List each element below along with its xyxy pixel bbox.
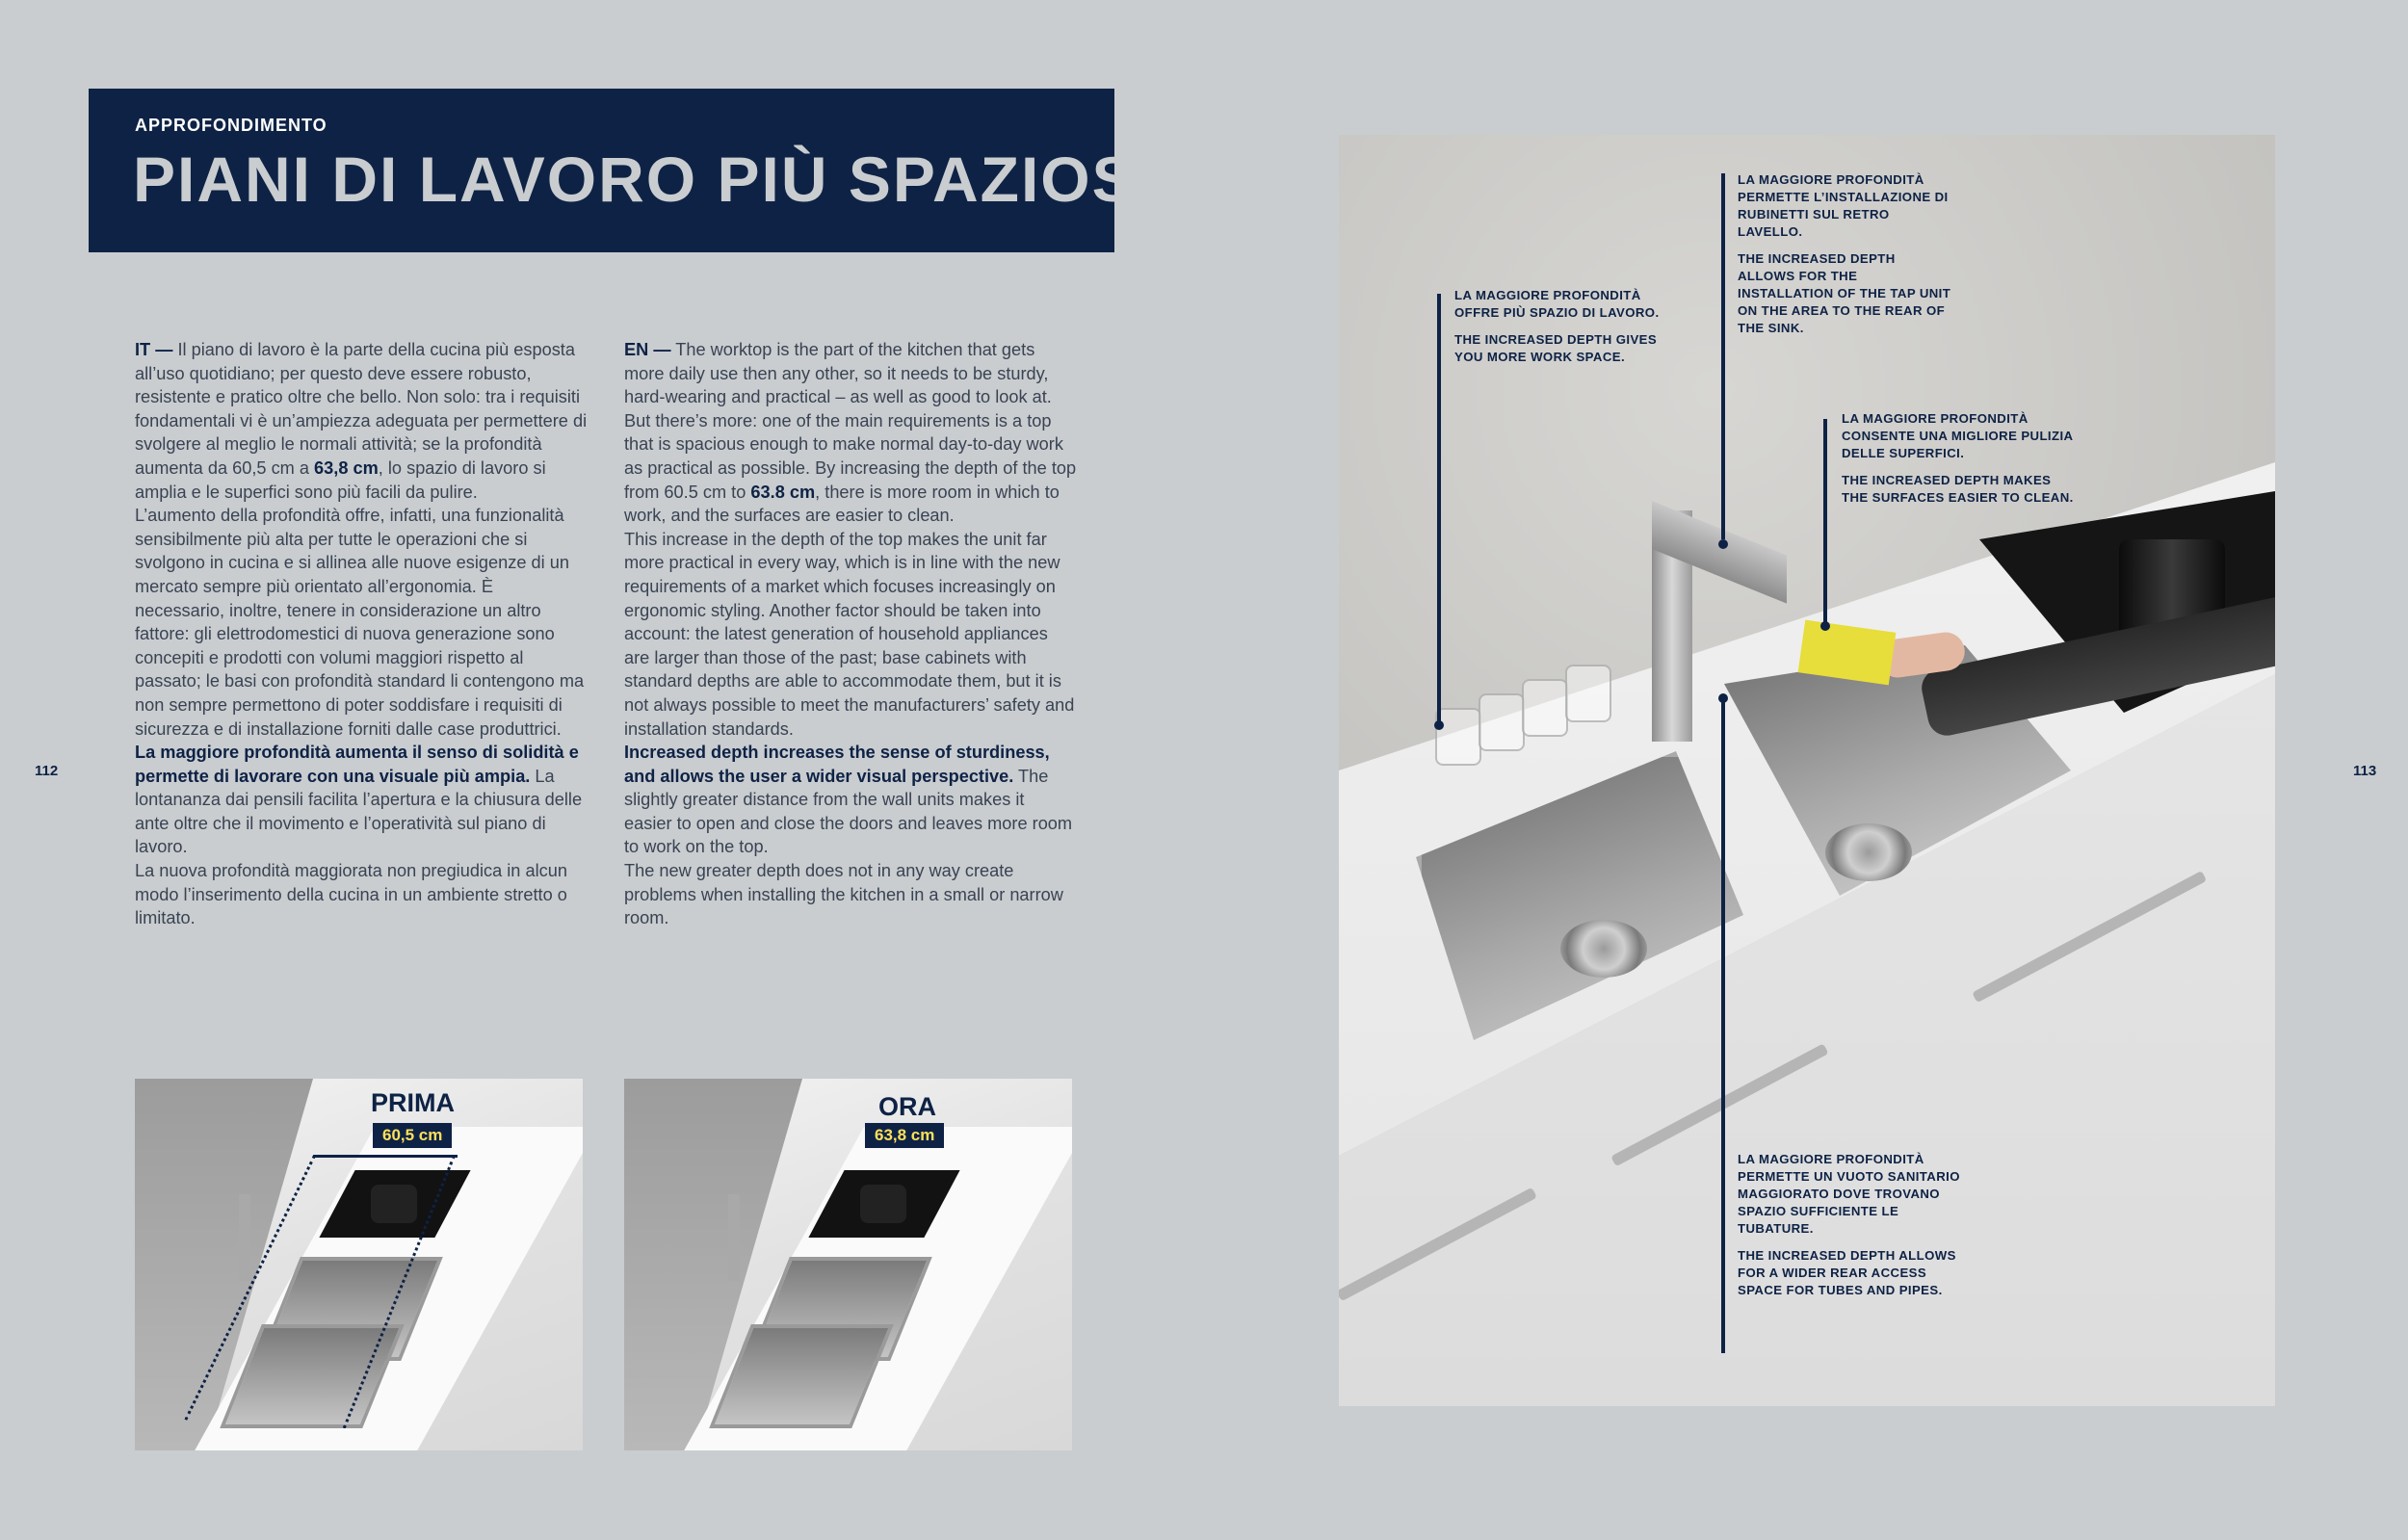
glass: [1522, 679, 1568, 737]
callout-line-tap: [1721, 173, 1725, 539]
before-label: PRIMA: [371, 1088, 455, 1117]
en-paragraph-4: The new greater depth does not in any way create problems when installing the kitchen in a small or narrow room.: [624, 861, 1063, 928]
it-language-tag: IT —: [135, 340, 173, 359]
annotation-cleaning: [1842, 410, 2078, 516]
before-dimension-line: [313, 1155, 458, 1158]
glass: [1565, 665, 1611, 722]
kitchen-photo: [1339, 135, 2275, 1406]
callout-dot: [1434, 720, 1444, 730]
en-paragraph-1: [624, 338, 1077, 528]
callout-line-rear-space: [1721, 698, 1725, 1353]
en-p1-text: The worktop is the part of the kitchen that gets more daily use then any other, so it needs to be sturdy, hard-wearing and practical – as well as good to look at. But there’s more: one of the main requirements is a top that is spacious enough to make normal day-to-day work as practical as possible. By increasing the depth of the top from 60.5 cm to: [624, 340, 1077, 502]
it-p3-text: La lontananza dai pensili facilita l’apertura e la chiusura delle ante oltre che il movimento e l’operatività sul piano di lavoro.: [135, 766, 583, 857]
annotation-rear-space: [1738, 1151, 1969, 1309]
page-title: PIANI DI LAVORO PIÙ SPAZIOSI: [133, 144, 1156, 215]
en-p3-text: The slightly greater distance from the wall units makes it easier to open and close the doors and leaves more room to work on the top.: [624, 766, 1073, 857]
thumb-faucet: [728, 1194, 740, 1281]
annotation-tap-unit: [1738, 171, 1954, 347]
callout-dot: [1718, 539, 1728, 549]
section-eyebrow: APPROFONDIMENTO: [135, 116, 327, 135]
thumb-pot: [860, 1185, 906, 1223]
page-number-left: 112: [35, 763, 59, 779]
it-p1-end: , lo spazio di lavoro si amplia e le superfici sono più facili da pulire.: [135, 457, 546, 502]
annotation-work-space-it: LA MAGGIORE PROFONDITÀ OFFRE PIÙ SPAZIO DI LAVORO.: [1454, 288, 1660, 320]
it-paragraph-2: L’aumento della profondità offre, infatti, una funzionalità sensibilmente più alta per tutte le operazioni che si svolgono in cucina e si allinea alle nuove esigenze di un mercato sempre più orientato all’ergonomia. È necessario, inoltre, tenere in considerazione un altro fattore: gli elettrodomestici di nuova generazione sono concepiti e prodotti con volumi maggiori rispetto al passato; le basi con profondità standard li contengono ma non sempre permettono di poter soddisfare i requisiti di sicurezza e di installazione forniti dalle case produttrici.: [135, 506, 585, 739]
header-banner: [89, 89, 1156, 252]
callout-dot: [1718, 693, 1728, 703]
it-depth-value: 63,8 cm: [314, 457, 379, 478]
after-thumbnail: [624, 1079, 1072, 1450]
callout-dot: [1820, 621, 1830, 631]
before-thumbnail: [135, 1079, 583, 1450]
annotation-rear-space-en: THE INCREASED DEPTH ALLOWS FOR A WIDER REAR ACCESS SPACE FOR TUBES AND PIPES.: [1738, 1248, 1956, 1297]
glass: [1435, 708, 1481, 766]
it-paragraph-4: La nuova profondità maggiorata non pregiudica in alcun modo l’inserimento della cucina in un ambiente stretto o limitato.: [135, 861, 567, 928]
callout-line-work-space: [1437, 294, 1441, 727]
en-p1-end: , there is more room in which to work, and the surfaces are easier to clean.: [624, 482, 1060, 526]
page-number-right: 113: [2353, 763, 2377, 779]
annotation-tap-unit-it: LA MAGGIORE PROFONDITÀ PERMETTE L’INSTALLAZIONE DI RUBINETTI SUL RETRO LAVELLO.: [1738, 172, 1949, 239]
en-p3-bold: Increased depth increases the sense of sturdiness, and allows the user a wider visual perspective.: [624, 743, 1050, 786]
drain-left: [1560, 920, 1647, 978]
en-depth-value: 63.8 cm: [750, 482, 816, 502]
english-text-column: [624, 338, 1077, 930]
annotation-cleaning-it: LA MAGGIORE PROFONDITÀ CONSENTE UNA MIGLIORE PULIZIA DELLE SUPERFICI.: [1842, 411, 2073, 460]
drain-right: [1825, 823, 1912, 881]
it-paragraph-3: [135, 741, 588, 859]
before-depth-badge: 60,5 cm: [373, 1123, 452, 1148]
annotation-work-space-en: THE INCREASED DEPTH GIVES YOU MORE WORK SPACE.: [1454, 332, 1658, 364]
en-paragraph-2: This increase in the depth of the top makes the unit far more practical in every way, which is in line with the new requirements of a market which focuses increasingly on ergonomic styling. Another factor should be taken into account: the latest generation of household appliances are larger than those of the past; base cabinets with standard depths are able to accommodate them, but it is not always possible to meet the manufacturers’ safety and installation standards.: [624, 529, 1075, 739]
callout-line-cleaning: [1823, 419, 1827, 626]
it-p1-text: Il piano di lavoro è la parte della cucina più esposta all’uso quotidiano; per questo deve essere robusto, resistente e pratico oltre che bello. Non solo: tra i requisiti fondamentali vi è un’ampiezza adeguata per permettere di svolgere al meglio le normali attività; se la profondità aumenta da 60,5 cm a: [135, 340, 588, 478]
en-language-tag: EN —: [624, 340, 671, 359]
italian-text-column: [135, 338, 588, 930]
en-paragraph-3: [624, 741, 1077, 859]
it-paragraph-1: [135, 338, 588, 504]
thumb-pot: [371, 1185, 417, 1223]
thumb-faucet: [239, 1194, 250, 1281]
after-depth-badge: 63,8 cm: [865, 1123, 944, 1148]
annotation-tap-unit-en: THE INCREASED DEPTH ALLOWS FOR THE INSTALLATION OF THE TAP UNIT ON THE AREA TO THE REAR OF THE SINK.: [1738, 251, 1951, 335]
after-label: ORA: [878, 1092, 936, 1121]
annotation-cleaning-en: THE INCREASED DEPTH MAKES THE SURFACES EASIER TO CLEAN.: [1842, 473, 2074, 505]
glass: [1479, 693, 1525, 751]
annotation-rear-space-it: LA MAGGIORE PROFONDITÀ PERMETTE UN VUOTO SANITARIO MAGGIORATO DOVE TROVANO SPAZIO SUFFICIENTE LE TUBATURE.: [1738, 1152, 1960, 1236]
annotation-work-space: [1454, 287, 1686, 376]
it-p3-bold: La maggiore profondità aumenta il senso di solidità e permette di lavorare con una visuale più ampia.: [135, 743, 579, 786]
